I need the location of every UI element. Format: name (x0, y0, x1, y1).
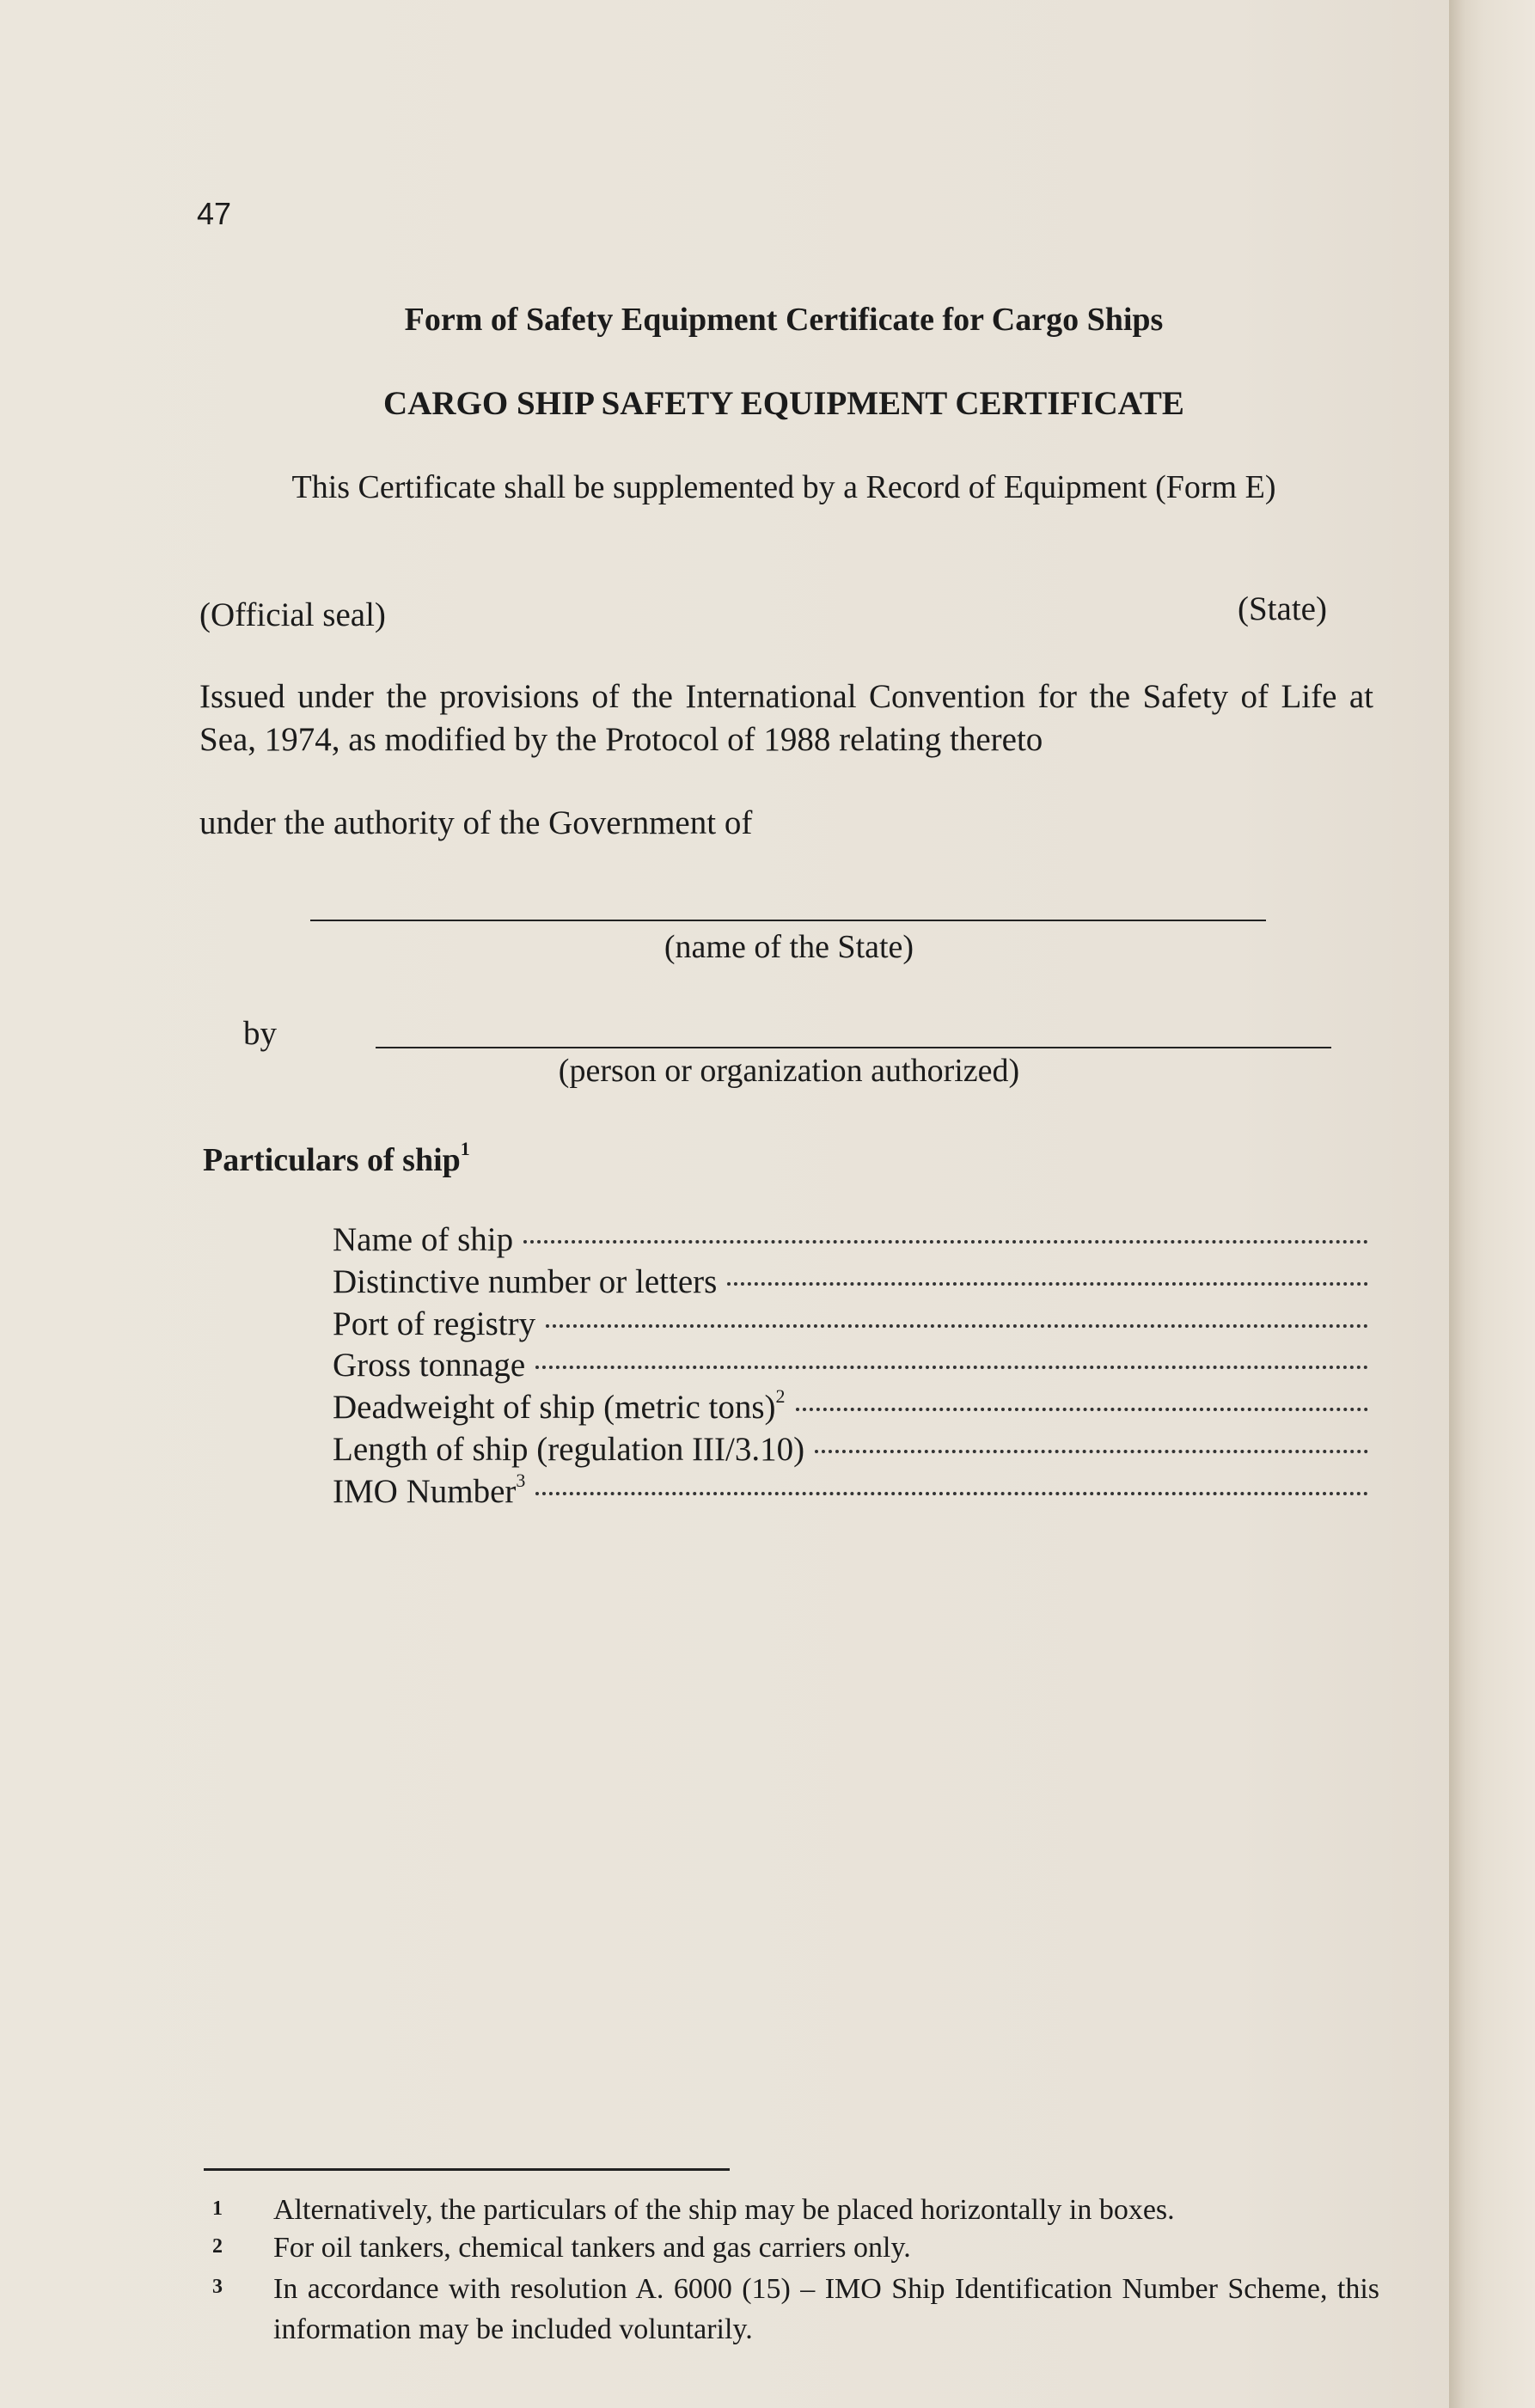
authorized-org-caption: (person or organization authorized) (558, 1053, 1020, 1089)
footnote-ref-1: 1 (460, 1138, 470, 1160)
authority-text: under the authority of the Government of (199, 804, 753, 841)
field-imo-number (333, 1469, 1368, 1514)
field-label: Port of registry (333, 1305, 536, 1342)
footnote-ref-2: 2 (775, 1385, 786, 1408)
supplement-note: This Certificate shall be supplemented by a Record of Equipment (Form E) (291, 469, 1276, 505)
footnote-2: For oil tankers, chemical tankers and gas carriers only. (273, 2232, 911, 2264)
dotted-fill-line (535, 1492, 1368, 1495)
certificate-title: CARGO SHIP SAFETY EQUIPMENT CERTIFICATE (383, 385, 1184, 422)
field-label: Distinctive number or letters (333, 1262, 718, 1300)
issued-under-text: Issued under the provisions of the International Convention for the Safety of Life at Sea, 1974, as modified by the Protocol of 1988 relating thereto (199, 678, 1373, 758)
dotted-fill-line (796, 1408, 1368, 1411)
footnote-3: In accordance with resolution A. 6000 (15) – IMO Ship Identification Number Scheme, this information may be included voluntarily. (273, 2273, 1379, 2345)
footnote-1: Alternatively, the particulars of the ship may be placed horizontally in boxes. (273, 2194, 1175, 2226)
field-label: Name of ship (333, 1221, 514, 1258)
state-label: (State) (1238, 590, 1327, 627)
official-seal-label: (Official seal) (199, 596, 386, 633)
dotted-fill-line (815, 1450, 1368, 1453)
field-label (333, 1385, 786, 1427)
dotted-fill-line (523, 1240, 1368, 1244)
field-port-of-registry (333, 1305, 1368, 1347)
authorized-org-line (376, 1047, 1331, 1048)
footnote-mark-3: 3 (212, 2276, 223, 2298)
field-length-of-ship (333, 1430, 1368, 1472)
form-title: Form of Safety Equipment Certificate for Cargo Ships (404, 302, 1164, 338)
dotted-fill-line (727, 1282, 1368, 1286)
book-spine-shadow (1449, 0, 1535, 2408)
dotted-fill-line (546, 1324, 1368, 1328)
field-deadweight (333, 1385, 1368, 1430)
footnote-mark-2: 2 (212, 2235, 223, 2258)
field-label-text: IMO Number (333, 1472, 517, 1510)
state-name-caption: (name of the State) (664, 929, 914, 965)
by-label: by (243, 1015, 277, 1052)
footnote-rule (204, 2168, 730, 2171)
state-name-line (310, 920, 1266, 921)
field-label-text: Deadweight of ship (metric tons) (333, 1389, 776, 1427)
footnote-mark-1: 1 (212, 2197, 223, 2220)
ship-particulars-fields (333, 1220, 1368, 1514)
field-name-of-ship (333, 1220, 1368, 1262)
particulars-heading-text: Particulars of ship (203, 1142, 461, 1178)
field-label: Length of ship (regulation III/3.10) (333, 1430, 805, 1468)
field-label (333, 1469, 526, 1511)
footnote-ref-3: 3 (516, 1469, 526, 1491)
particulars-heading (203, 1138, 470, 1179)
field-gross-tonnage (333, 1346, 1368, 1388)
dotted-fill-line (535, 1366, 1368, 1369)
page-number: 47 (197, 196, 232, 231)
field-distinctive-number (333, 1262, 1368, 1305)
field-label: Gross tonnage (333, 1347, 526, 1384)
